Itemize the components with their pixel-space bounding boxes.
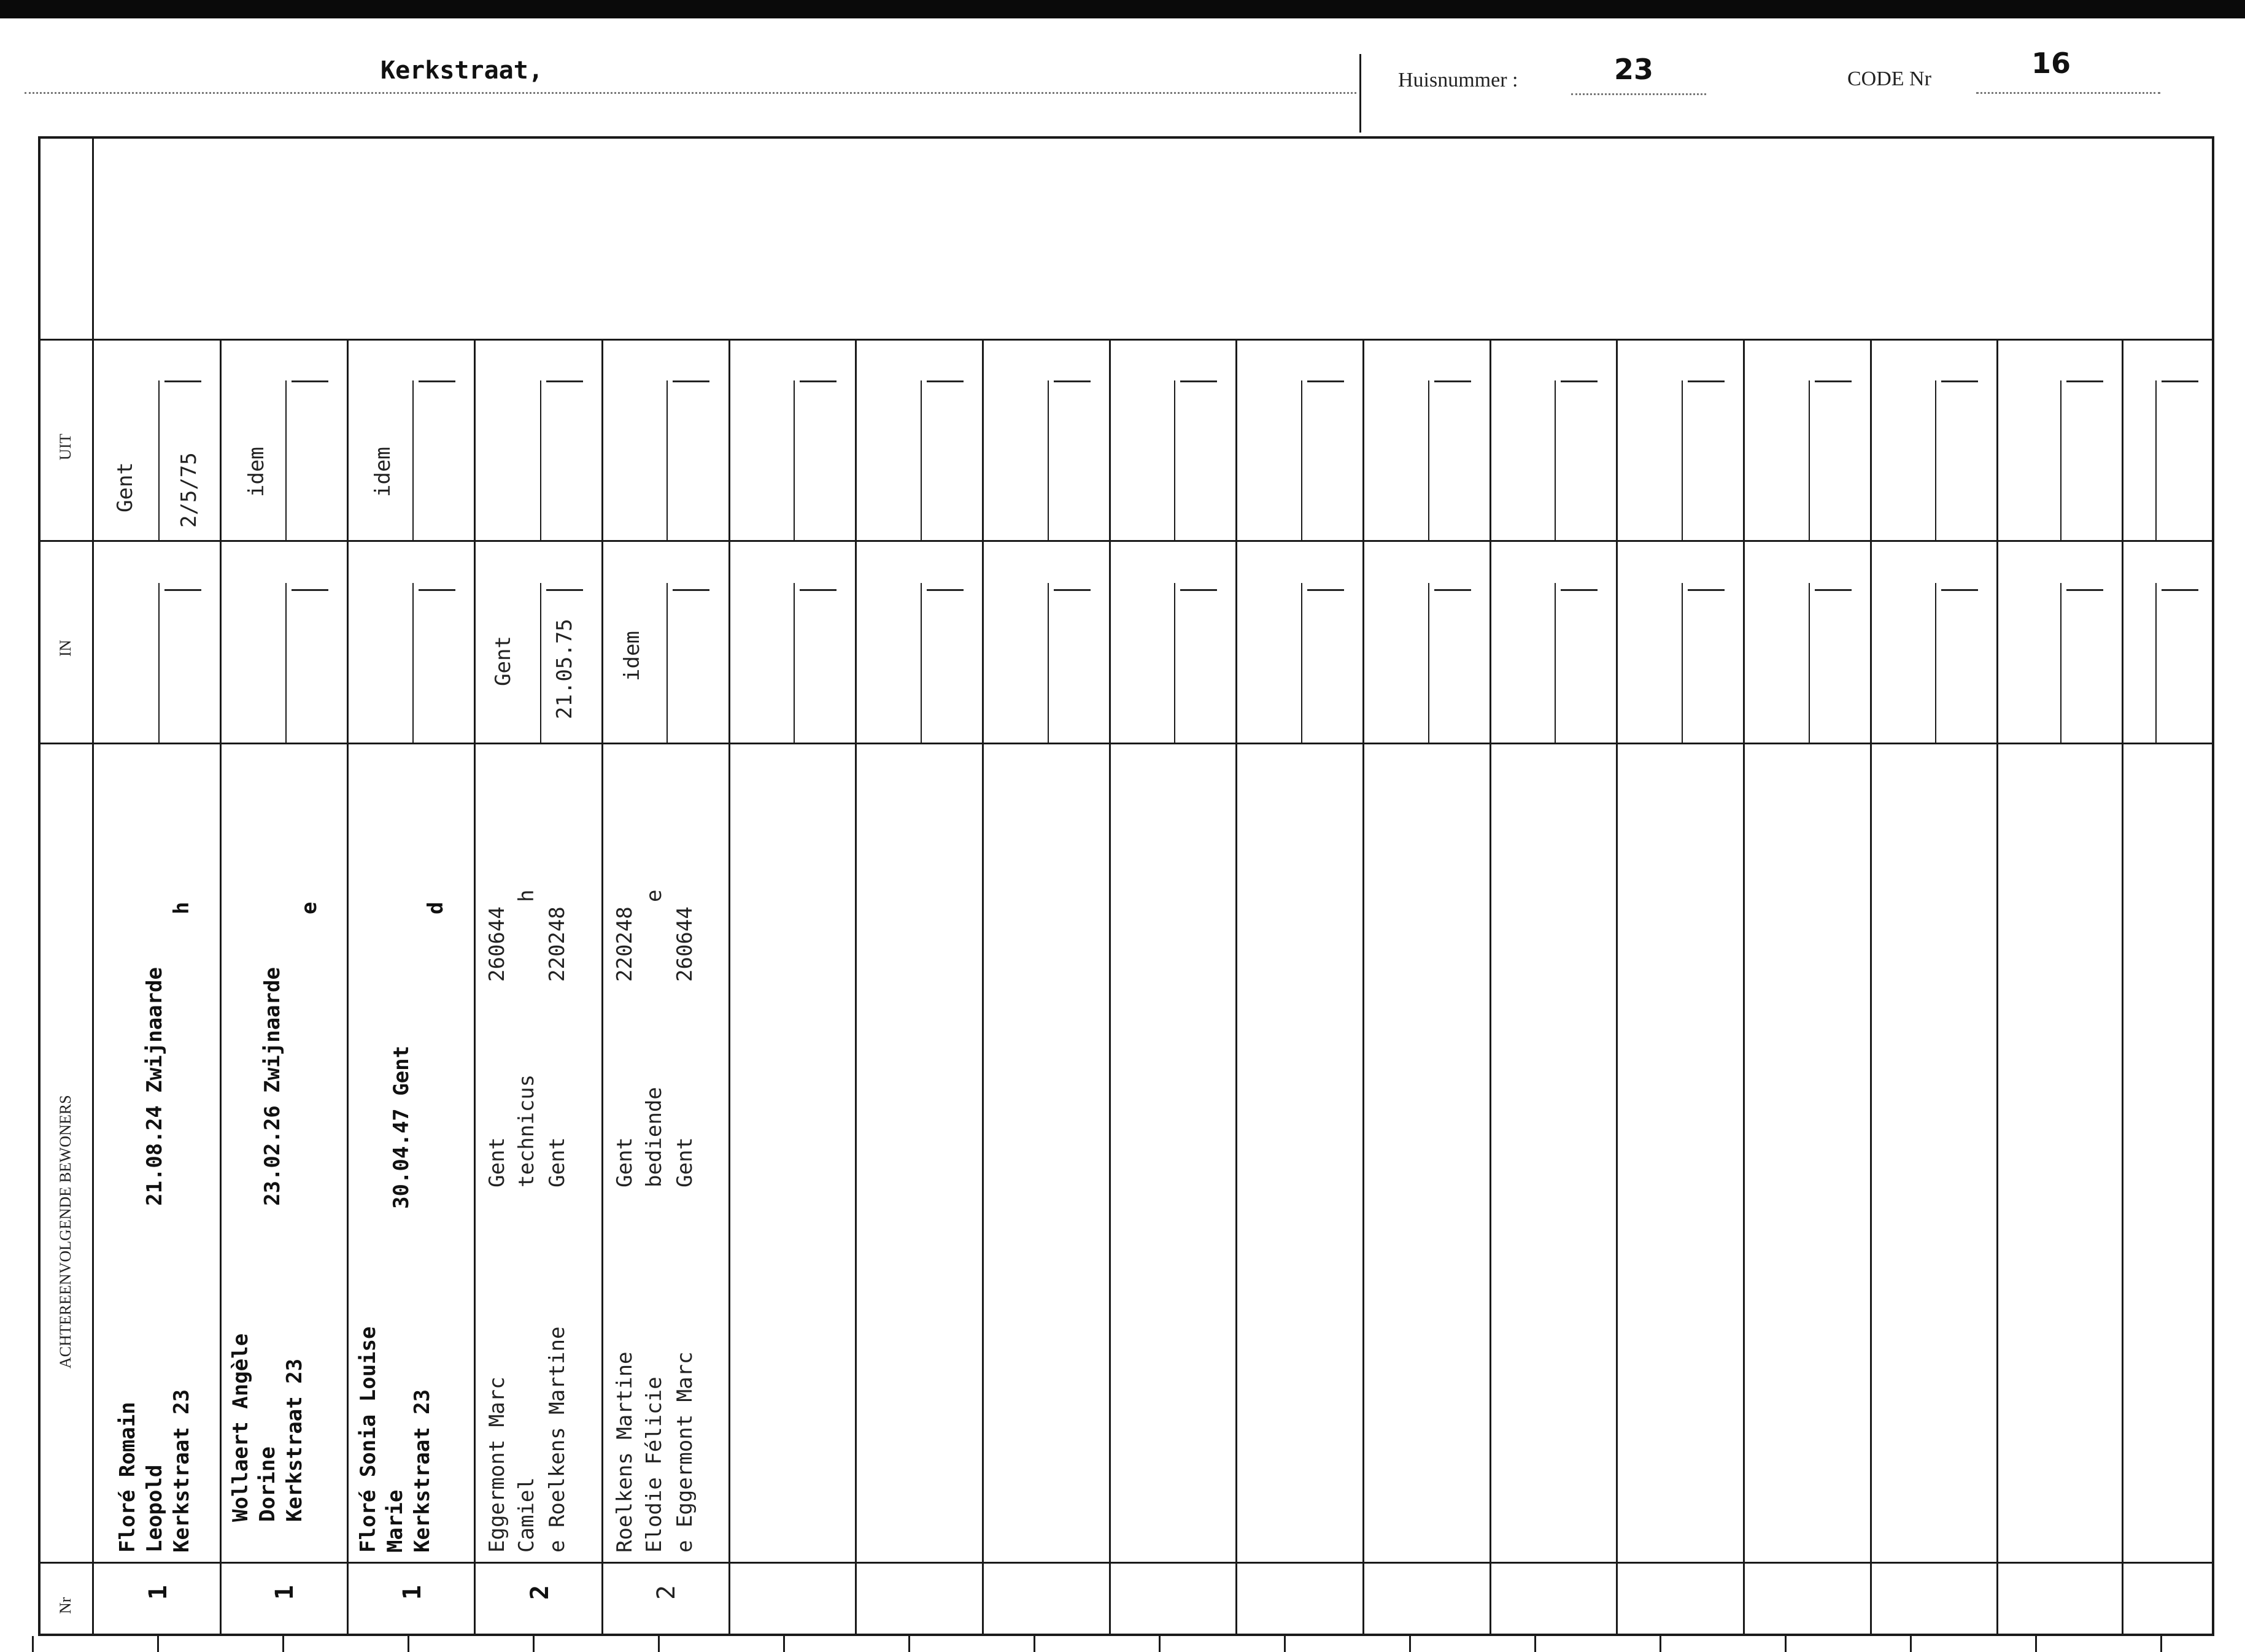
resident-3-uit-place: idem [371, 447, 395, 497]
house-number-dotted-line [1571, 93, 1706, 95]
in-dash-10 [1307, 589, 1344, 591]
house-number-label: Huisnummer : [1398, 69, 1518, 91]
in-subdivider-3 [412, 583, 414, 744]
resident-5-line-3: e Eggermont Marc [673, 1351, 697, 1553]
column-divider-1 [220, 339, 222, 1636]
bottom-tick-10 [1159, 1636, 1161, 1652]
resident-3-line-3: Kerkstraat 23 [410, 1389, 435, 1553]
column-divider-12 [1616, 339, 1618, 1636]
uit-subdivider-10 [1301, 380, 1302, 541]
in-dash-2 [292, 589, 328, 591]
resident-2-nr: 1 [271, 1584, 299, 1600]
uit-subdivider-5 [667, 380, 668, 541]
column-divider-6 [855, 339, 857, 1636]
uit-subdivider-17 [2155, 380, 2157, 541]
uit-dash-3 [419, 380, 455, 382]
in-subdivider-15 [1935, 583, 1936, 744]
resident-4-line-2: Camiel [514, 1477, 539, 1553]
uit-subdivider-4 [540, 380, 541, 541]
uit-subdivider-6 [794, 380, 795, 541]
in-subdivider-17 [2155, 583, 2157, 744]
uit-dash-2 [292, 380, 328, 382]
bottom-tick-3 [282, 1636, 284, 1652]
nr-label: Nr [56, 1597, 74, 1614]
resident-1-uit-place: Gent [113, 462, 137, 512]
in-dash-12 [1561, 589, 1598, 591]
resident-1-gender: h [169, 901, 194, 914]
bottom-tick-5 [533, 1636, 535, 1652]
uit-dash-13 [1688, 380, 1725, 382]
column-divider-3 [474, 339, 476, 1636]
in-dash-13 [1688, 589, 1725, 591]
bottom-tick-18 [2160, 1636, 2162, 1652]
in-dash-7 [927, 589, 964, 591]
resident-4-code-2: h [514, 889, 539, 902]
resident-5-line-1: Roelkens Martine [612, 1351, 637, 1553]
bewoners-nr-line [38, 1562, 2214, 1564]
bottom-tick-15 [1785, 1636, 1787, 1652]
top-scan-edge [0, 0, 2245, 18]
in-subdivider-11 [1428, 583, 1429, 744]
in-subdivider-2 [285, 583, 287, 744]
resident-2-gender: e [297, 901, 322, 914]
uit-subdivider-15 [1935, 380, 1936, 541]
in-subdivider-9 [1174, 583, 1175, 744]
uit-subdivider-2 [285, 380, 287, 541]
resident-5-line-2: Elodie Félicie [642, 1376, 667, 1553]
resident-1-uit-date: 2/5/75 [177, 452, 201, 528]
label-column-border [92, 136, 94, 1636]
uit-dash-4 [546, 380, 583, 382]
uit-top-line [38, 339, 2214, 341]
resident-4-line-1: Eggermont Marc [485, 1376, 509, 1553]
uit-dash-15 [1941, 380, 1978, 382]
uit-subdivider-9 [1174, 380, 1175, 541]
uit-subdivider-12 [1555, 380, 1556, 541]
bottom-tick-11 [1284, 1636, 1286, 1652]
table-left-border [38, 136, 41, 1636]
column-divider-8 [1109, 339, 1111, 1636]
resident-4-info-1: Gent [485, 1137, 509, 1187]
resident-2-uit-place: idem [244, 447, 269, 497]
header-divider [1359, 54, 1361, 133]
in-dash-11 [1434, 589, 1471, 591]
uit-subdivider-8 [1048, 380, 1049, 541]
column-divider-4 [601, 339, 603, 1636]
resident-2-birth: 23.02.26 Zwijnaarde [260, 967, 285, 1206]
resident-5-code-2: e [642, 889, 667, 902]
resident-1-nr: 1 [144, 1584, 173, 1600]
uit-dash-12 [1561, 380, 1598, 382]
in-subdivider-12 [1555, 583, 1556, 744]
uit-subdivider-13 [1682, 380, 1683, 541]
column-divider-5 [728, 339, 730, 1636]
uit-label: UIT [56, 433, 74, 460]
street-name: Kerkstraat, [381, 56, 543, 85]
bottom-tick-9 [1034, 1636, 1035, 1652]
resident-5-info-2: bediende [642, 1087, 667, 1187]
uit-dash-11 [1434, 380, 1471, 382]
in-label: IN [56, 639, 74, 657]
uit-dash-14 [1815, 380, 1852, 382]
in-dash-14 [1815, 589, 1852, 591]
uit-dash-8 [1054, 380, 1091, 382]
resident-5-info-3: Gent [673, 1137, 697, 1187]
table-top-border [38, 136, 2214, 139]
resident-4-in-date: 21.05.75 [552, 619, 577, 719]
table-right-border [2212, 136, 2214, 1636]
resident-4-in-place: Gent [491, 636, 516, 686]
uit-dash-6 [800, 380, 837, 382]
bottom-tick-12 [1409, 1636, 1411, 1652]
resident-3-nr: 1 [398, 1584, 427, 1600]
uit-dash-5 [673, 380, 709, 382]
resident-5-code-1: 220248 [612, 906, 637, 982]
bottom-tick-8 [908, 1636, 910, 1652]
in-dash-1 [164, 589, 201, 591]
resident-4-line-3: e Roelkens Martine [545, 1326, 570, 1553]
in-dash-4 [546, 589, 583, 591]
in-subdivider-7 [921, 583, 922, 744]
in-subdivider-1 [158, 583, 160, 744]
in-subdivider-14 [1809, 583, 1810, 744]
resident-4-info-2: technicus [514, 1074, 539, 1187]
column-divider-13 [1743, 339, 1745, 1636]
in-subdivider-6 [794, 583, 795, 744]
column-divider-10 [1362, 339, 1364, 1636]
uit-dash-10 [1307, 380, 1344, 382]
resident-3-line-1: Floré Sonia Louise [356, 1326, 381, 1553]
uit-subdivider-7 [921, 380, 922, 541]
code-dotted-line [1976, 92, 2160, 94]
in-dash-16 [2066, 589, 2103, 591]
resident-2-line-1: Wollaert Angèle [228, 1333, 253, 1522]
uit-subdivider-11 [1428, 380, 1429, 541]
uit-dash-9 [1180, 380, 1217, 382]
in-dash-6 [800, 589, 837, 591]
resident-5-info-1: Gent [612, 1137, 637, 1187]
uit-dash-16 [2066, 380, 2103, 382]
bottom-tick-13 [1534, 1636, 1536, 1652]
resident-2-line-2: Dorine [255, 1446, 280, 1522]
uit-dash-17 [2162, 380, 2198, 382]
resident-4-code-3: 220248 [545, 906, 570, 982]
uit-subdivider-3 [412, 380, 414, 541]
resident-5-in-place: idem [620, 631, 644, 681]
in-dash-8 [1054, 589, 1091, 591]
resident-4-info-3: Gent [545, 1137, 570, 1187]
uit-dash-1 [164, 380, 201, 382]
uit-subdivider-1 [158, 380, 160, 541]
column-divider-16 [2122, 339, 2123, 1636]
resident-3-line-2: Marie [383, 1489, 408, 1553]
bottom-tick-2 [157, 1636, 159, 1652]
table-bottom-border [38, 1634, 2214, 1636]
in-subdivider-13 [1682, 583, 1683, 744]
bewoners-label: ACHTEREENVOLGENDE BEWONERS [56, 1095, 74, 1368]
in-bewoners-line [38, 743, 2214, 744]
resident-1-line-1: Floré Romain [115, 1402, 140, 1553]
bottom-tick-6 [658, 1636, 660, 1652]
street-dotted-line [25, 92, 1356, 94]
uit-subdivider-16 [2060, 380, 2061, 541]
in-dash-5 [673, 589, 709, 591]
resident-3-birth: 30.04.47 Gent [389, 1045, 414, 1209]
house-number-value: 23 [1614, 53, 1654, 86]
in-subdivider-5 [667, 583, 668, 744]
bottom-tick-4 [408, 1636, 409, 1652]
resident-5-code-3: 260644 [673, 906, 697, 982]
resident-1-birth: 21.08.24 Zwijnaarde [142, 967, 167, 1206]
bottom-tick-7 [783, 1636, 785, 1652]
bottom-tick-1 [32, 1636, 34, 1652]
resident-5-nr: 2 [652, 1584, 681, 1600]
resident-4-nr: 2 [526, 1584, 555, 1600]
in-subdivider-8 [1048, 583, 1049, 744]
bottom-tick-16 [1910, 1636, 1912, 1652]
code-value: 16 [2031, 47, 2071, 80]
column-divider-2 [347, 339, 349, 1636]
resident-1-line-3: Kerkstraat 23 [169, 1389, 194, 1553]
resident-4-code-1: 260644 [485, 906, 509, 982]
column-divider-9 [1235, 339, 1237, 1636]
uit-in-line [38, 540, 2214, 542]
column-divider-15 [1996, 339, 1998, 1636]
uit-subdivider-14 [1809, 380, 1810, 541]
in-dash-17 [2162, 589, 2198, 591]
in-subdivider-10 [1301, 583, 1302, 744]
bottom-tick-17 [2035, 1636, 2037, 1652]
column-divider-7 [982, 339, 984, 1636]
bottom-tick-14 [1660, 1636, 1661, 1652]
uit-dash-7 [927, 380, 964, 382]
in-subdivider-4 [540, 583, 541, 744]
in-dash-3 [419, 589, 455, 591]
resident-3-gender: d [423, 901, 448, 914]
column-divider-11 [1490, 339, 1491, 1636]
resident-2-line-3: Kerkstraat 23 [282, 1358, 307, 1522]
in-subdivider-16 [2060, 583, 2061, 744]
code-label: CODE Nr [1847, 68, 1931, 90]
in-dash-9 [1180, 589, 1217, 591]
in-dash-15 [1941, 589, 1978, 591]
resident-1-line-2: Leopold [142, 1464, 167, 1553]
column-divider-14 [1870, 339, 1872, 1636]
